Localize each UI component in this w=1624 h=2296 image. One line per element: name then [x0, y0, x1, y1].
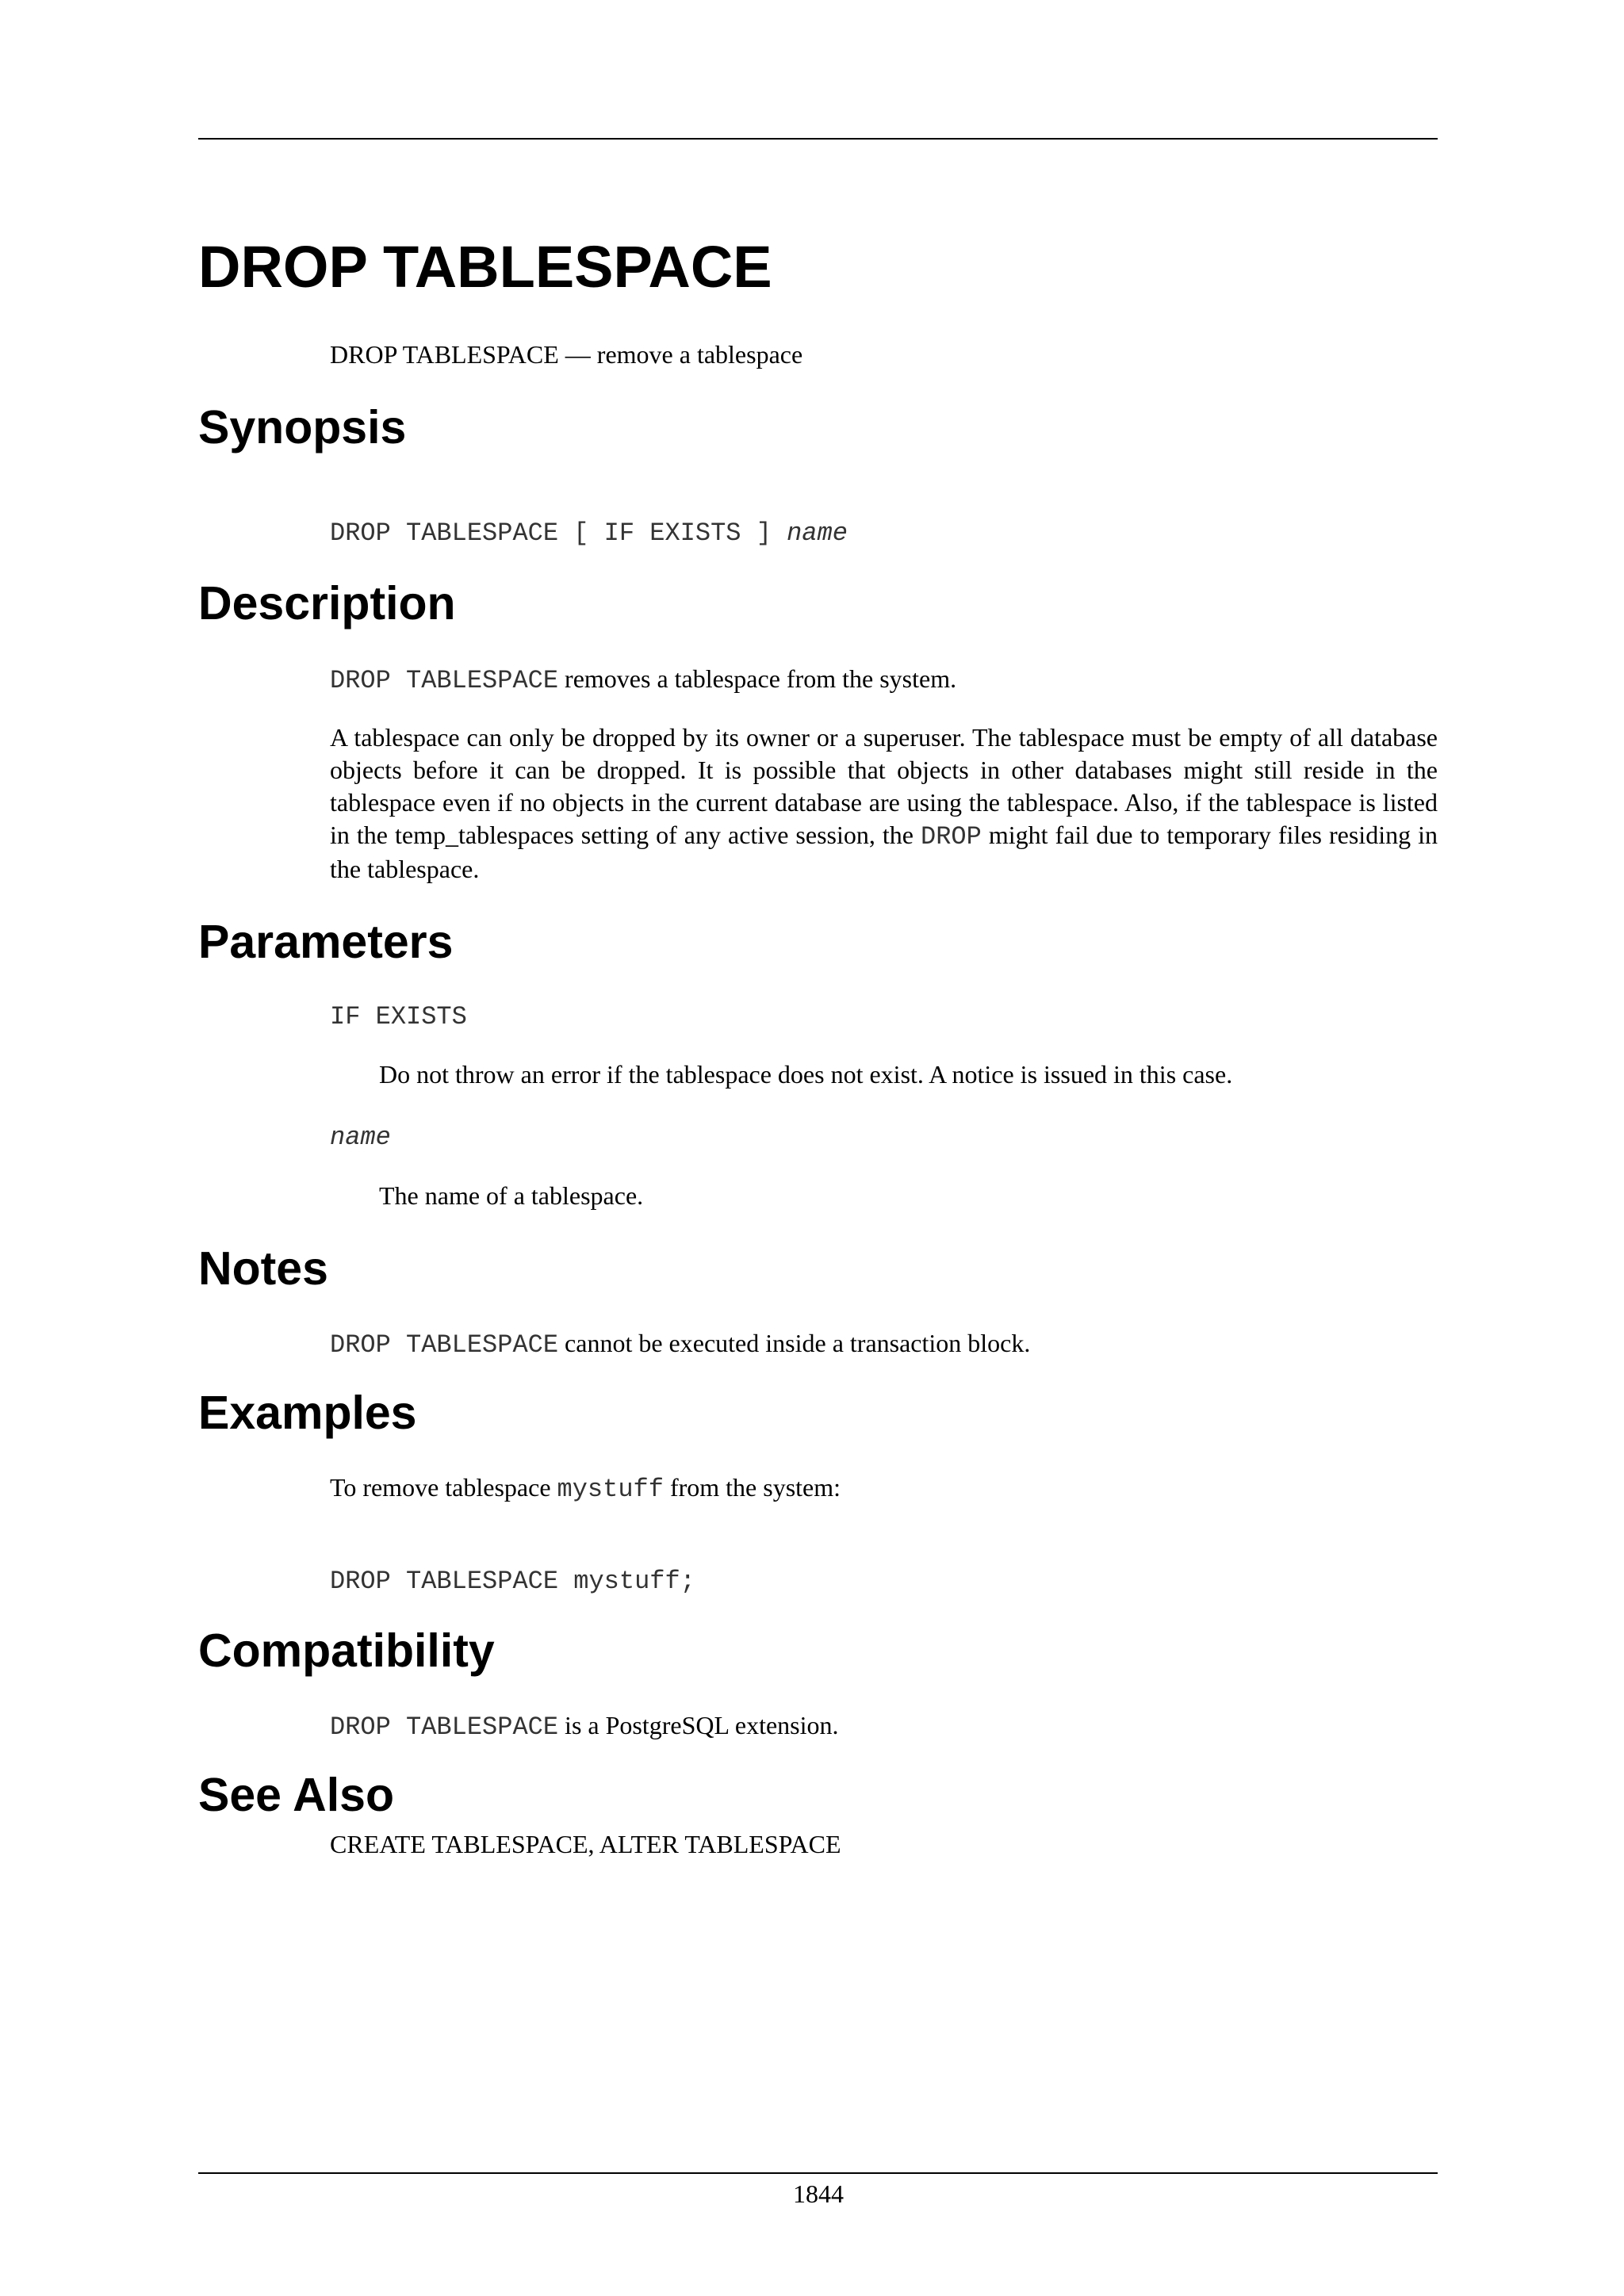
notes-heading: Notes: [198, 1242, 328, 1295]
examples-intro-code: mystuff: [557, 1475, 664, 1504]
page-title: DROP TABLESPACE: [198, 234, 772, 300]
description-paragraph-1: [330, 663, 956, 697]
synopsis-code-param: name: [787, 519, 848, 548]
see-also-separator: ,: [588, 1830, 599, 1858]
compatibility-command: DROP TABLESPACE: [330, 1712, 559, 1742]
description-paragraph-2: [330, 721, 1438, 886]
description-p2-after: might fail due to temporary files residing in the tablespace.: [330, 821, 1438, 883]
notes-command: DROP TABLESPACE: [330, 1330, 559, 1360]
parameters-heading: Parameters: [198, 916, 454, 968]
parameter-description-name: The name of a tablespace.: [379, 1181, 644, 1210]
compatibility-heading: Compatibility: [198, 1624, 495, 1677]
examples-intro-after: from the system:: [663, 1473, 841, 1502]
description-p2-before: A tablespace can only be dropped by its owner or a superuser. The tablespace must be empty of all database objects before it can be dropped. It is possible that objects in other databases might still reside in the tablespace even if no objects in the current database are using the tablespace. Also, if the tablespace is listed in the temp_tablespaces setting of any active session, the: [330, 723, 1438, 849]
synopsis-code: [330, 517, 848, 549]
refpurpose: DROP TABLESPACE — remove a tablespace: [330, 340, 803, 369]
description-p2-code: DROP: [921, 822, 982, 851]
compatibility-text: is a PostgreSQL extension.: [558, 1711, 839, 1739]
notes-text: cannot be executed inside a transaction block.: [558, 1329, 1031, 1357]
synopsis-code-main: DROP TABLESPACE [ IF EXISTS ]: [330, 519, 787, 548]
parameter-term-name: name: [330, 1123, 391, 1152]
examples-intro-before: To remove tablespace: [330, 1473, 557, 1502]
parameter-description-if-exists: Do not throw an error if the tablespace does not exist. A notice is issued in this case.: [379, 1060, 1233, 1089]
notes-paragraph: [330, 1327, 1030, 1361]
description-command: DROP TABLESPACE: [330, 666, 559, 695]
see-also-heading: See Also: [198, 1769, 395, 1821]
compatibility-paragraph: [330, 1709, 839, 1743]
description-p1-text: removes a tablespace from the system.: [558, 664, 957, 693]
see-also-link-alter-tablespace[interactable]: ALTER TABLESPACE: [599, 1830, 841, 1858]
page-number: 1844: [793, 2179, 844, 2208]
see-also-links: [330, 1828, 841, 1861]
see-also-link-create-tablespace[interactable]: CREATE TABLESPACE: [330, 1830, 588, 1858]
synopsis-heading: Synopsis: [198, 401, 407, 453]
examples-intro: [330, 1471, 841, 1506]
footer-rule: [198, 2172, 1438, 2174]
parameter-term-if-exists: IF EXISTS: [330, 1002, 467, 1031]
examples-code: DROP TABLESPACE mystuff;: [330, 1567, 695, 1596]
examples-heading: Examples: [198, 1387, 417, 1439]
header-rule: [198, 138, 1438, 140]
description-heading: Description: [198, 577, 456, 629]
